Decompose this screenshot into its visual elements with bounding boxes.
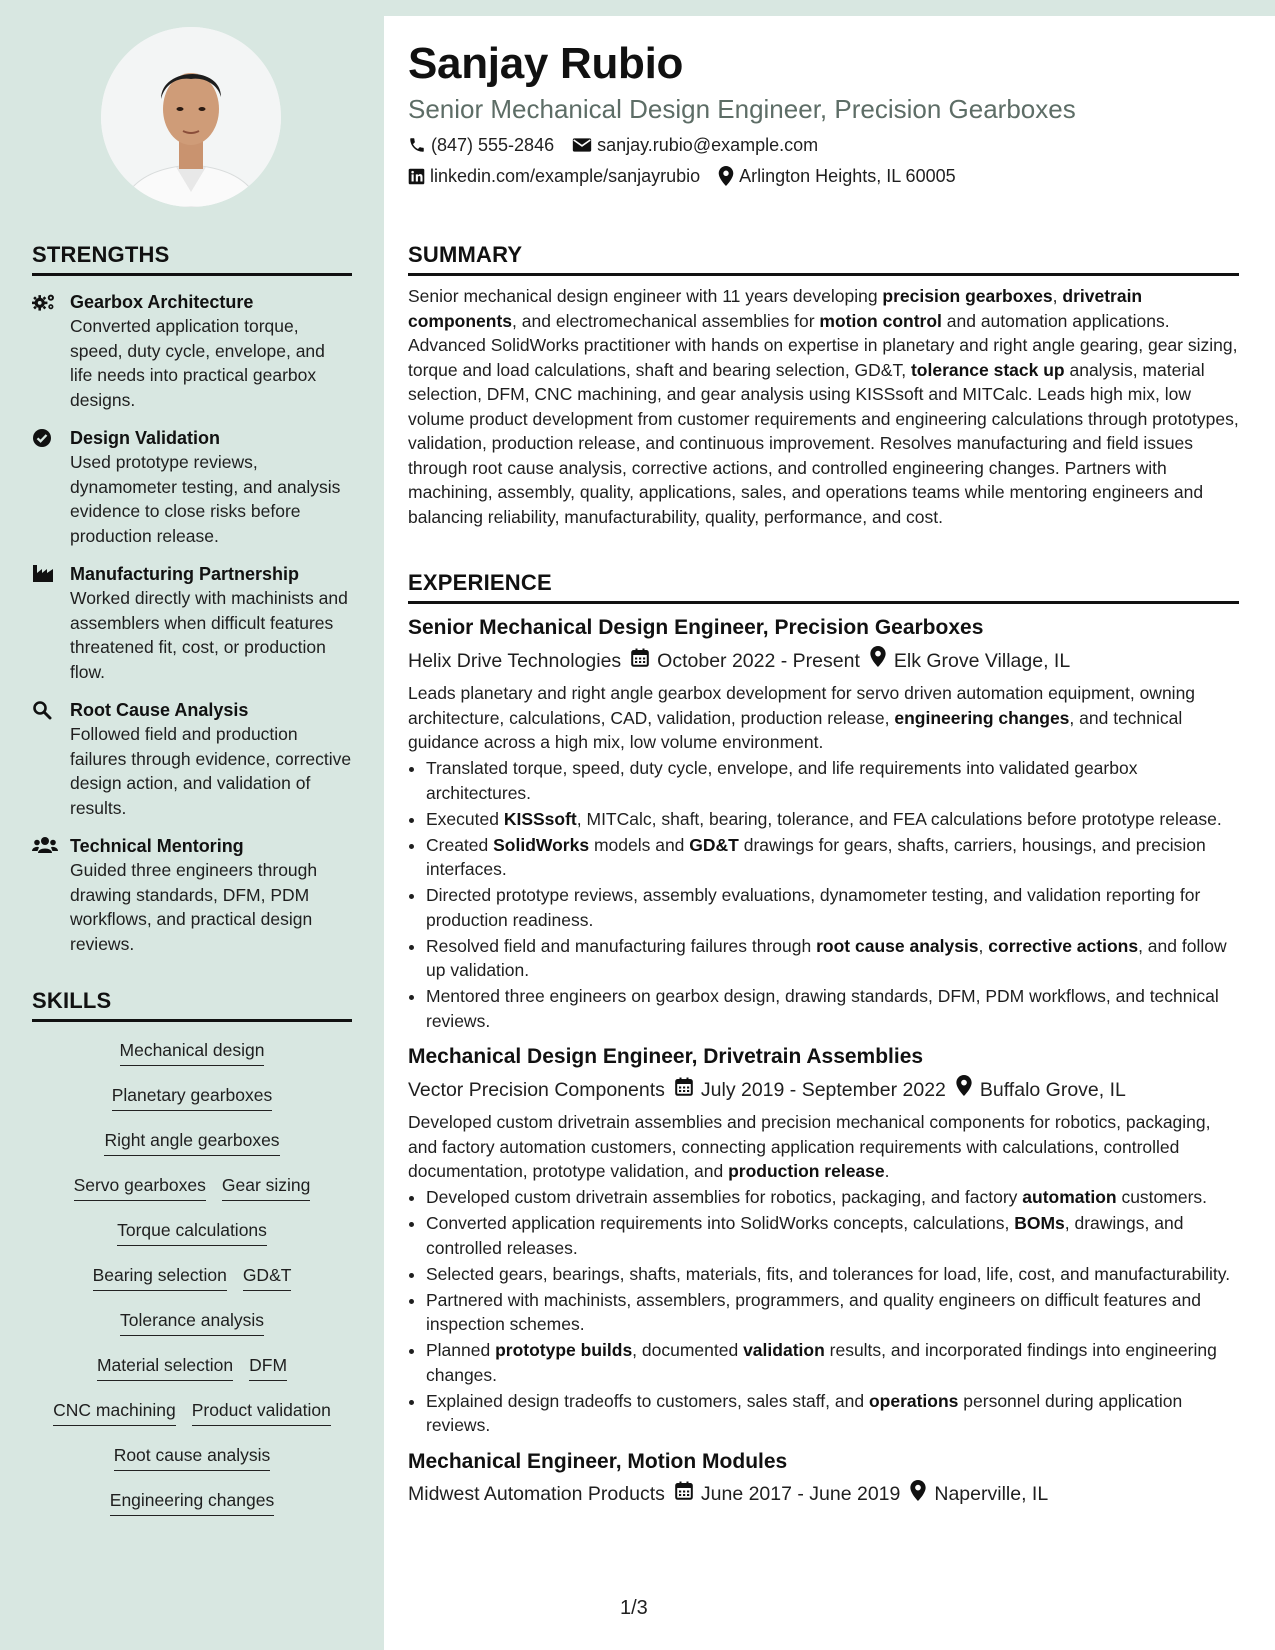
bold-text: BOMs [1014,1213,1065,1233]
strength-item [32,834,352,956]
bold-text: root cause analysis [816,935,979,956]
text-run: Directed prototype reviews, assembly evaluations, dynamometer testing, and validation reporting for production readiness. [426,885,1201,930]
users-icon [32,834,70,956]
skills-section [32,988,352,1533]
bullet-item [426,984,1239,1033]
text-run: , [978,935,989,956]
job-bullets [408,1185,1239,1438]
map-marker-icon [870,646,886,675]
text-run: , and follow up validation. [426,935,1227,980]
text-run: Executed [426,808,504,829]
map-marker-icon [910,1480,926,1509]
calendar-icon [675,1076,693,1104]
email-contact[interactable] [572,133,818,157]
strength-title: Manufacturing Partnership [70,564,300,584]
job-dates [675,1076,946,1104]
job-title: Mechanical Design Engineer, Drivetrain Assemblies [408,1045,924,1068]
skill-row [32,1128,352,1173]
skill-row [32,1488,352,1533]
job-bullets [408,756,1239,1033]
contact-row-1 [408,133,1239,157]
company-name: Helix Drive Technologies [408,649,622,672]
skill-row [32,1353,352,1398]
skill-tag: Right angle gearboxes [104,1128,279,1156]
text-run: Resolved field and manufacturing failures through [426,935,817,956]
skill-tag: Gear sizing [222,1173,311,1201]
job-dates-text: June 2017 - June 2019 [700,1483,901,1505]
phone-text: (847) 555-2846 [431,135,555,155]
company-name: Midwest Automation Products [408,1483,665,1505]
text-run: Developed custom drivetrain assemblies for robotics, packaging, and factory [426,1187,1023,1207]
bullet-item [426,883,1239,932]
experience-section [408,570,1239,1509]
strength-body [70,834,352,956]
text-run: , and electromechanical assemblies for [512,310,820,331]
bullet-item [426,833,1239,882]
job-description [408,1110,1239,1184]
bullet-item [426,1262,1239,1287]
bold-text: validation [743,1340,825,1360]
search-icon [32,698,70,820]
bullet-item [426,756,1239,805]
bold-text: GD&T [689,834,739,855]
job-location [956,1075,1126,1104]
job-meta [408,1075,1239,1104]
bold-text: tolerance stack up [910,359,1065,380]
skill-row [32,1083,352,1128]
text-run: Translated torque, speed, duty cycle, envelope, and life requirements into validated gearbox architectures. [426,758,1138,803]
skill-row [32,1263,352,1308]
text-run: , [1052,286,1063,306]
job-location-text: Buffalo Grove, IL [979,1078,1126,1101]
strength-body [70,698,352,820]
skill-tag: Planetary gearboxes [112,1083,273,1111]
job-entry [408,1448,1239,1509]
job-list [408,614,1239,1509]
skill-tag: Tolerance analysis [120,1308,264,1336]
job-entry [408,614,1239,1033]
linkedin-text[interactable]: linkedin.com/example/sanjayrubio [430,166,701,186]
text-run: . [884,1161,890,1181]
bold-text: operations [868,1390,959,1411]
gears-icon [32,290,70,412]
strength-description: Worked directly with machinists and assemblers when difficult features threatened fit, cost, or production flow. [70,588,348,682]
strength-item [32,426,352,548]
experience-title: EXPERIENCE [408,570,1239,604]
skills-title: SKILLS [32,988,352,1022]
skill-tag: Mechanical design [120,1038,265,1066]
text-run: customers. [1116,1187,1208,1207]
bold-text: engineering changes [894,707,1070,728]
skill-tag: Engineering changes [110,1488,274,1516]
summary-text [408,284,1239,529]
text-run: Selected gears, bearings, shafts, materials, fits, and tolerances for load, life, cost, and manufacturability. [426,1263,1231,1284]
email-text[interactable]: sanjay.rubio@example.com [597,135,819,155]
summary-section [408,242,1239,529]
job-dates-text: July 2019 - September 2022 [700,1078,946,1101]
page-number: 1/3 [620,1597,648,1619]
strengths-section [32,242,352,956]
strength-body [70,562,352,684]
bullet-item [426,1288,1239,1337]
skill-tag: Root cause analysis [114,1443,271,1471]
linkedin-icon [408,168,425,185]
bullet-item [426,934,1239,983]
job-location-text: Naperville, IL [934,1483,1049,1505]
bold-text: automation [1022,1187,1117,1207]
text-run: , and technical guidance across a high mix, low volume environment. [408,707,1183,752]
bold-text: drivetrain components [408,286,1143,331]
strength-title: Gearbox Architecture [70,292,254,312]
skill-row [32,1308,352,1353]
skill-tag: DFM [249,1353,287,1381]
job-meta [408,646,1239,675]
strength-title: Root Cause Analysis [70,700,249,720]
text-run: Leads planetary and right angle gearbox development for servo driven automation equipment, owning architecture, calculations, CAD, validation, production release, [408,683,1196,728]
summary-title: SUMMARY [408,242,1239,276]
bullet-item [426,1185,1239,1210]
job-dates [675,1480,901,1508]
bold-text: KISSsoft [503,808,577,829]
strengths-list [32,290,352,956]
strength-title: Design Validation [70,428,221,448]
strength-title: Technical Mentoring [70,836,244,856]
location-contact [718,164,955,188]
job-dates [631,647,860,675]
job-meta [408,1480,1239,1509]
bold-text: corrective actions [988,935,1139,956]
skill-row [32,1443,352,1488]
skill-row [32,1398,352,1443]
skill-tag: Bearing selection [93,1263,227,1291]
strength-description: Used prototype reviews, dynamometer testing, and analysis evidence to close risks before production release. [70,452,341,546]
job-location [910,1480,1048,1509]
text-run: Converted application requirements into SolidWorks concepts, calculations, [426,1213,1015,1233]
phone-contact [408,133,554,157]
skill-row [32,1173,352,1218]
strength-description: Converted application torque, speed, duty cycle, envelope, and life needs into practical gearbox designs. [70,316,325,410]
text-run: Mentored three engineers on gearbox design, drawing standards, DFM, PDM workflows, and technical reviews. [426,986,1219,1031]
text-run: Explained design tradeoffs to customers, sales staff, and [426,1390,869,1411]
text-run: , drawings, and controlled releases. [426,1213,1184,1258]
bold-text: SolidWorks [493,834,590,855]
text-run: Developed custom drivetrain assemblies and precision mechanical components for robotics, packaging, and factory automation customers, connecting application requirements with calculations, controlled documentation, prototype validation, and [408,1112,1211,1181]
bold-text: motion control [819,310,942,331]
job-description [408,681,1239,755]
job-entry [408,1043,1239,1438]
skill-tag: Material selection [97,1353,233,1381]
text-run: , documented [632,1340,744,1360]
strengths-title: STRENGTHS [32,242,352,276]
text-run: Partnered with machinists, assemblers, programmers, and quality engineers on difficult features and inspection schemes. [426,1289,1201,1334]
linkedin-contact[interactable] [408,164,700,188]
bold-text: precision gearboxes [882,286,1053,306]
map-marker-icon [718,166,734,186]
strength-item [32,562,352,684]
bullet-item [426,1389,1239,1438]
job-title: Senior Mechanical Design Engineer, Precision Gearboxes [408,616,984,639]
map-marker-icon [956,1075,972,1104]
bullet-item [426,1338,1239,1387]
skill-tag: Product validation [192,1398,331,1426]
industry-icon [32,562,70,684]
text-run: drawings for gears, shafts, carriers, housings, and precision interfaces. [426,834,1206,879]
skills-list [32,1038,352,1533]
job-title: Mechanical Engineer, Motion Modules [408,1449,788,1473]
sidebar [0,0,384,1650]
bullet-item [426,807,1239,832]
profile-photo [101,27,281,207]
bullet-item [426,1211,1239,1260]
skill-tag: Torque calculations [117,1218,267,1246]
skill-row [32,1038,352,1083]
skill-tag: GD&T [243,1263,292,1291]
text-run: models and [589,834,690,855]
text-run: personnel during application reviews. [426,1390,1183,1435]
job-location-text: Elk Grove Village, IL [893,649,1071,672]
strength-body [70,426,352,548]
text-run: results, and incorporated findings into engineering changes. [426,1340,1217,1385]
text-run: Senior mechanical design engineer with 11 years developing [408,286,883,306]
candidate-name: Sanjay Rubio [408,39,684,88]
skill-tag: Servo gearboxes [74,1173,206,1201]
skill-row [32,1218,352,1263]
check-circle-icon [32,426,70,548]
contact-row-2 [408,164,1239,188]
location-text: Arlington Heights, IL 60005 [739,166,956,186]
strength-body [70,290,352,412]
text-run: Planned [426,1340,496,1360]
company-name: Vector Precision Components [408,1078,665,1101]
text-run: analysis, material selection, DFM, CNC machining, and gear analysis using KISSsoft and MITCalc. Leads high mix, low volume product development from customer requirements and engineering calculations through prototypes, validation, production release, and continuous improvement. Resolves manufacturing and field issues through root cause analysis, corrective actions, and controlled engineering changes. Partners with machining, assembly, quality, applications, sales, and operations teams while mentoring engineers and balancing reliability, manufacturability, quality, performance, and cost. [408,359,1239,527]
job-dates-text: October 2022 - Present [657,649,860,672]
main-content [384,16,1275,1650]
calendar-icon [675,1480,693,1508]
strength-description: Guided three engineers through drawing standards, DFM, PDM workflows, and practical design reviews. [70,860,318,954]
bold-text: production release [728,1161,885,1181]
text-run: , MITCalc, shaft, bearing, tolerance, and FEA calculations before prototype release. [576,808,1222,829]
text-run: Created [426,834,494,855]
text-run: and automation applications. Advanced SolidWorks practitioner with hands on expertise in planetary and right angle gearing, gear sizing, torque and load calculations, shaft and bearing selection, GD&T, [408,310,1238,380]
phone-icon [408,136,426,154]
skill-tag: CNC machining [53,1398,176,1426]
calendar-icon [631,647,649,675]
job-location [870,646,1070,675]
bold-text: prototype builds [495,1340,633,1360]
strength-description: Followed field and production failures through evidence, corrective design action, and validation of results. [70,724,352,818]
envelope-icon [572,137,592,153]
headline: Senior Mechanical Design Engineer, Precision Gearboxes [408,94,1076,124]
strength-item [32,698,352,820]
strength-item [32,290,352,412]
